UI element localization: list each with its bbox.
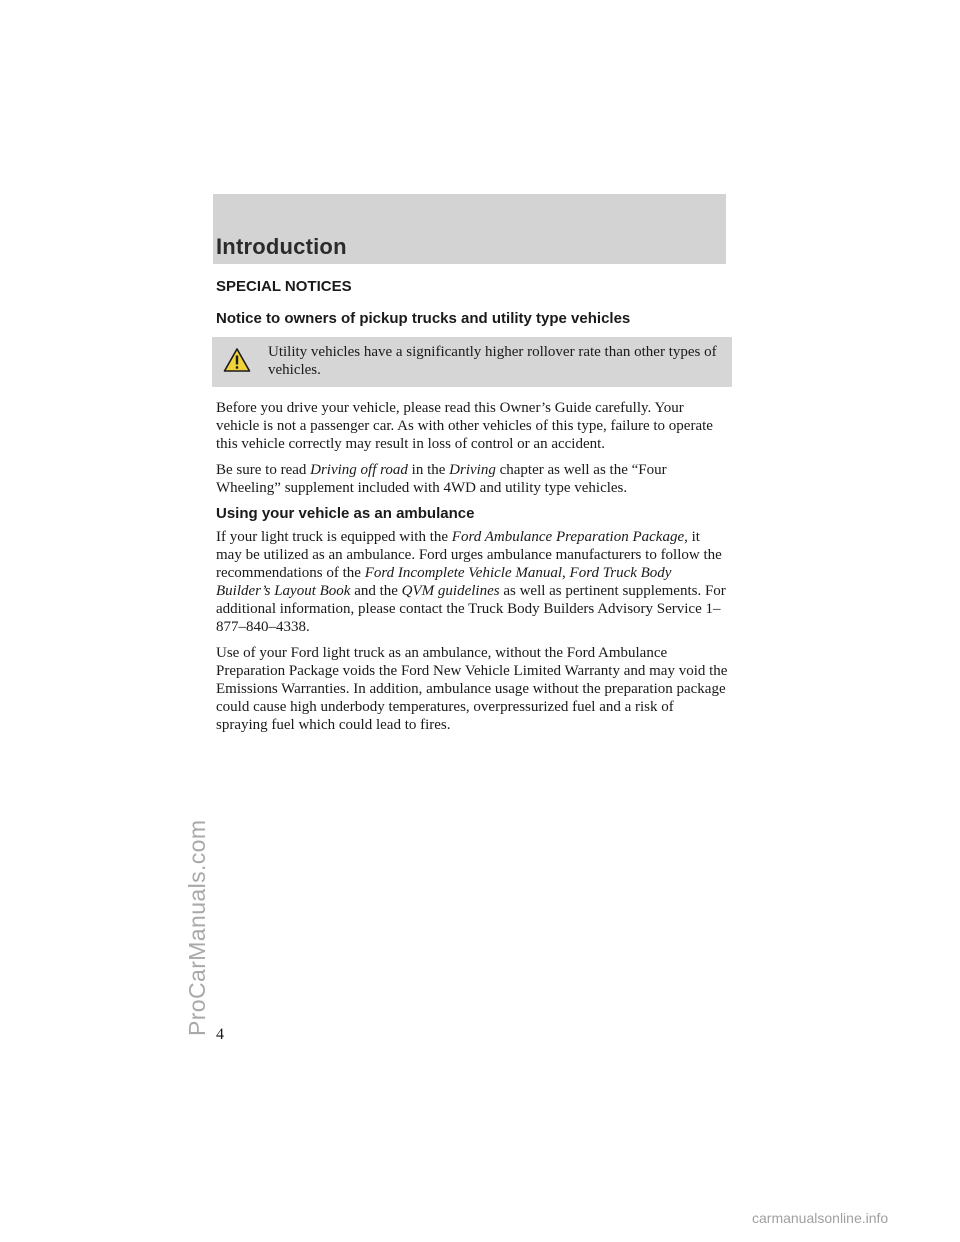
intro-paragraph: Before you drive your vehicle, please read this Owner’s Guide carefully. Your vehicle is not a passenger car. As with other vehicles of this type, failure to operate this vehicle correctly may result in loss of control or an accident.: [216, 400, 713, 452]
text-run: ,: [562, 565, 570, 581]
page-content: [216, 278, 728, 742]
read-driving-paragraph: [216, 461, 728, 497]
text-run: Be sure to read: [216, 462, 311, 478]
ambulance-heading: Using your vehicle as an ambulance: [216, 505, 475, 522]
text-run: chapter as well as the “Four Wheeling” supplement included with 4WD and utility type vehicles.: [216, 462, 667, 496]
section-title: SPECIAL NOTICES: [216, 278, 352, 295]
section-subtitle: Notice to owners of pickup trucks and utility type vehicles: [216, 310, 631, 327]
italic-reference: Ford Ambulance Preparation Package,: [451, 529, 688, 545]
italic-reference: Ford Truck Body Builder’s Layout Book: [216, 565, 672, 599]
warning-box: [212, 337, 732, 387]
text-run: as well as pertinent supplements. For additional information, please contact the Truck Body Builders Advisory Service 1–877–840–4338.: [216, 583, 726, 635]
italic-reference: Ford Incomplete Vehicle Manual: [364, 565, 563, 581]
text-run: it may be utilized as an ambulance. Ford urges ambulance manufacturers to follow the recommendations of the: [216, 529, 722, 581]
chapter-title: Introduction: [216, 234, 347, 259]
italic-reference: QVM guidelines: [401, 583, 500, 599]
italic-reference: Driving: [449, 462, 496, 478]
warning-triangle-icon: [223, 347, 251, 373]
italic-reference: Driving off road: [310, 462, 408, 478]
ambulance-paragraph-2: Use of your Ford light truck as an ambulance, without the Ford Ambulance Preparation Package voids the Ford New Vehicle Limited Warranty and may void the Emissions Warranties. In addition, ambulance usage without the preparation package could cause high underbody temperatures, overpressurized fuel and a risk of spraying fuel which could lead to fires.: [216, 645, 728, 733]
text-run: and the: [350, 583, 402, 599]
page-number: 4: [216, 1026, 224, 1043]
text-run: in the: [407, 462, 450, 478]
footer-brand: carmanualsonline.info: [752, 1210, 889, 1226]
warning-text: Utility vehicles have a significantly higher rollover rate than other types of vehicles.: [268, 344, 717, 378]
side-watermark: ProCarManuals.com: [184, 819, 210, 1036]
ambulance-paragraph-1: [216, 528, 728, 636]
text-run: If your light truck is equipped with the: [216, 529, 452, 545]
